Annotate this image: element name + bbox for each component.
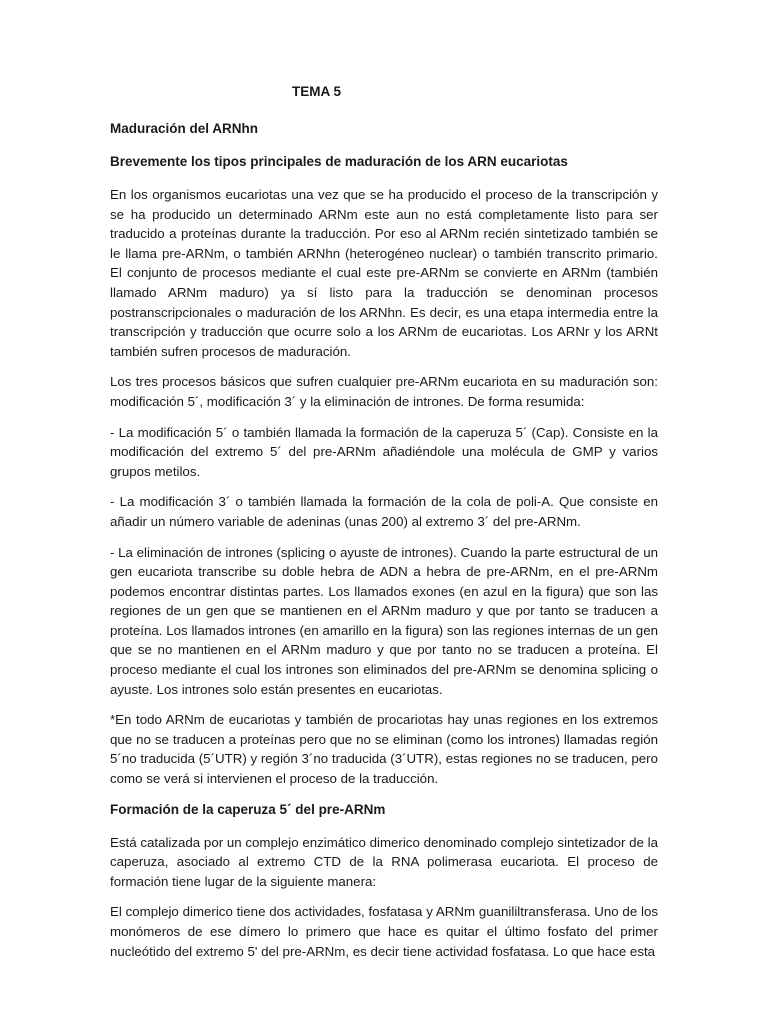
paragraph-procesos: Los tres procesos básicos que sufren cualquier pre-ARNm eucariota en su maduración son: modificación 5´, modificación 3´ y la eliminación de intrones. De forma resumida: [110, 374, 658, 409]
paragraph-caperuza-intro: Está catalizada por un complejo enzimático dimerico denominado complejo sintetizador de la caperuza, asociado al extremo CTD de la RNA polimerasa eucariota. El proceso de formación tiene lugar de la siguiente manera: [110, 834, 658, 889]
paragraph-intro: En los organismos eucariotas una vez que se ha producido el proceso de la transcripción y se ha producido un determinado ARNm este aun no está completamente listo para ser traducido a proteínas durante la traducción. Por eso al ARNm recién sintetizado también se le llama pre-ARNm, o también ARNhn (heterogéneo nuclear) o también transcrito primario. El conjunto de procesos mediante el cual este pre-ARNm se convierte en ARNm (también llamado ARNm maduro) ya sí listo para la traducción se denominan procesos postranscripcionales o maduración de los ARNhn. Es decir, es una etapa intermedia entre la transcripción y traducción que ocurre solo a los ARNm de eucariotas. Los ARNr y los ARNt también sufren procesos de maduración. [110, 187, 658, 359]
section-heading-tipos: Brevemente los tipos principales de maduración de los ARN eucariotas [110, 154, 568, 169]
paragraph-modificacion-5: - La modificación 5´ o también llamada la formación de la caperuza 5´ (Cap). Consiste en la modificación del extremo 5´ del pre-ARNm añadiéndole una molécula de GMP y varios grupos metilos. [110, 424, 658, 479]
paragraph-utr-note: *En todo ARNm de eucariotas y también de procariotas hay unas regiones en los extremos que no se traducen a proteínas pero que no se eliminan (como los intrones) llamadas región 5´no traducida (5´UTR) y región 3´no traducida (3´UTR), estas regiones no se traducen, pero como se verá si intervienen el proceso de la traducción. [110, 712, 658, 787]
section-heading-caperuza: Formación de la caperuza 5´ del pre-ARNm [110, 801, 386, 817]
paragraph-complejo-dimerico: El complejo dimerico tiene dos actividades, fosfatasa y ARNm guanililtransferasa. Uno de los monómeros de ese dímero lo primero que hace es quitar el último fosfato del primer nucleótido del extremo 5' del pre-ARNm, es decir tiene actividad fosfatasa. Lo que hace esta [110, 904, 658, 959]
page-title: TEMA 5 [292, 84, 342, 99]
paragraph-modificacion-3: - La modificación 3´ o también llamada la formación de la cola de poli-A. Que consiste en añadir un número variable de adeninas (unas 200) al extremo 3´ del pre-ARNm. [110, 494, 658, 529]
section-heading-maduracion: Maduración del ARNhn [110, 121, 259, 136]
paragraph-intrones: - La eliminación de intrones (splicing o ayuste de intrones). Cuando la parte estructural de un gen eucariota transcribe su doble hebra de ADN a hebra de pre-ARNm, en el pre-ARNm podemos encontrar distintas partes. Los llamados exones (en azul en la figura) que son las regiones de un gen que se mantienen en el ARNm maduro y que por tanto se traducen a proteína. Los llamados intrones (en amarillo en la figura) son las regiones internas de un gen que se no mantienen en el ARNm maduro y que por tanto no se traducen a proteína. El proceso mediante el cual los intrones son eliminados del pre-ARNm se denomina splicing o ayuste. Los intrones solo están presentes en eucariotas. [110, 544, 658, 697]
